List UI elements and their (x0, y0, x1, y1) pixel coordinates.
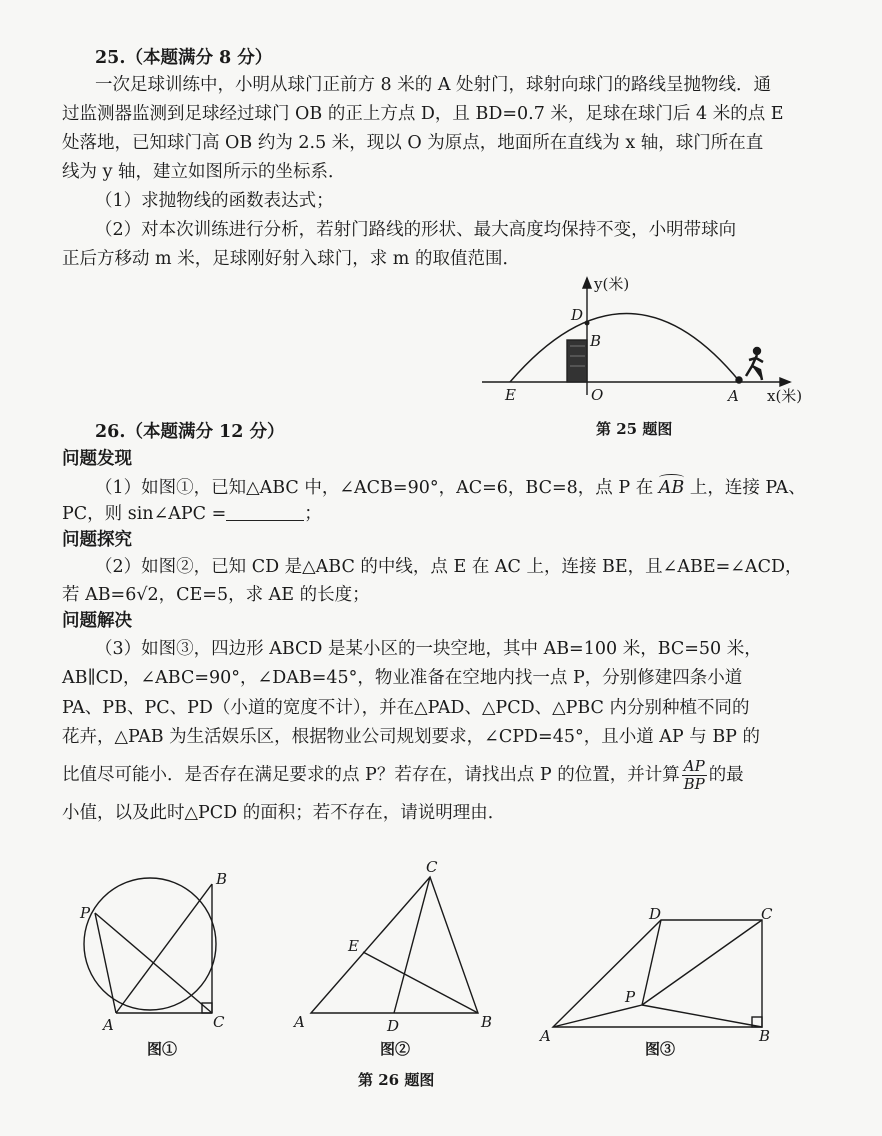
caption-fig1: 图① (147, 1040, 178, 1058)
q25-part2b: 正后方移动 m 米，足球刚好射入球门，求 m 的取值范围． (62, 249, 520, 269)
fig2-label-e: E (348, 937, 359, 955)
q26-header: 26.（本题满分 12 分） (95, 422, 285, 442)
figure-2 (311, 877, 478, 1013)
q26-part1-end: ； (304, 504, 322, 524)
y-axis-arrow (583, 278, 591, 288)
fraction-denominator: BP (683, 775, 705, 793)
q26-part1-question: PC，则 sin∠APC = (62, 504, 227, 524)
q26-part1-text: （1）如图①，已知△ABC 中，∠ACB=90°，AC=6，BC=8，点 P 在 (95, 478, 659, 498)
fraction-numerator: AP (683, 757, 705, 775)
fig2-label-c: C (426, 858, 438, 876)
fig1-label-p: P (80, 904, 91, 922)
point-d-dot (585, 321, 589, 325)
q26-part2-line1: （2）如图②，已知 CD 是△ABC 的中线，点 E 在 AC 上，连接 BE，且∠ABE=∠ACD， (95, 557, 803, 577)
segment-pa (553, 1005, 642, 1027)
fig2-label-a: A (294, 1013, 305, 1031)
label-d: D (571, 306, 584, 324)
fig1-label-b: B (216, 870, 228, 888)
q25-line1: 一次足球训练中，小明从球门正前方 8 米的 A 处射门，球射向球门的路线呈抛物线．通 (95, 75, 772, 95)
q26-part3-line1: （3）如图③，四边形 ABCD 是某小区的一块空地，其中 AB=100 米，BC=50 米， (95, 639, 762, 659)
segment-ab (116, 884, 212, 1013)
segment-pd (642, 920, 661, 1005)
q26-part3-line3: PA、PB、PC、PD（小道的宽度不计），并在△PAD、△PCD、△PBC 内分别种植不同的 (62, 698, 750, 718)
fig1-label-a: A (103, 1016, 114, 1034)
player-figure (746, 348, 763, 381)
segment-pb (642, 1005, 762, 1027)
football (736, 377, 742, 383)
figure-25 (482, 278, 790, 395)
triangle-abc (311, 877, 478, 1013)
caption-fig2: 图② (380, 1040, 411, 1058)
q26-part2-line2: 若 AB=6√2，CE=5，求 AE 的长度； (62, 585, 370, 605)
q26-section2-title: 问题探究 (62, 530, 132, 550)
circumcircle (84, 878, 216, 1010)
fig3-label-d: D (649, 905, 662, 923)
q26-part3-line2: AB∥CD，∠ABC=90°，∠DAB=45°，物业准备在空地内找一点 P，分别修建四条小道 (62, 668, 743, 688)
label-y-axis: y(米) (594, 275, 630, 293)
parabola-curve (510, 314, 740, 383)
q25-part2a: （2）对本次训练进行分析，若射门路线的形状、最大高度均保持不变，小明带球向 (95, 220, 737, 240)
label-o: O (591, 386, 604, 404)
q25-line4: 线为 y 轴，建立如图所示的坐标系． (62, 162, 346, 182)
q25-header: 25.（本题满分 8 分） (95, 48, 273, 68)
arc-ab: AB (658, 478, 685, 498)
q26-section3-title: 问题解决 (62, 611, 132, 631)
q26-part3-text: 比值尽可能小．是否存在满足要求的点 P？若存在，请找出点 P 的位置，并计算 (62, 765, 680, 785)
q25-line2: 过监测器监测到足球经过球门 OB 的正上方点 D，且 BD=0.7 米，足球在球门后 4 米的点 E (62, 104, 784, 124)
segment-be (363, 952, 478, 1013)
q26-part3-text-end: 的最 (708, 765, 744, 785)
fig2-label-d: D (387, 1017, 400, 1035)
fig3-label-b: B (759, 1027, 771, 1045)
q26-part1-text2: 上，连接 PA、 (684, 478, 806, 498)
label-b: B (590, 332, 602, 350)
q25-part1: （1）求抛物线的函数表达式； (95, 191, 334, 211)
label-x-axis: x(米) (767, 387, 803, 405)
figure-1 (84, 878, 216, 1013)
fig3-label-p: P (625, 988, 636, 1006)
q26-part3-line4: 花卉，△PAB 为生活娱乐区，根据物业公司规划要求，∠CPD=45°，且小道 AP 与 BP 的 (62, 727, 761, 747)
caption-fig25: 第 25 题图 (596, 420, 673, 438)
q26-part3-line6: 小值，以及此时△PCD 的面积；若不存在，请说明理由． (62, 803, 506, 823)
figure-3 (553, 920, 762, 1027)
q25-line3: 处落地，已知球门高 OB 约为 2.5 米，现以 O 为原点，地面所在直线为 x 轴，球门所在直 (62, 133, 764, 153)
q26-section1-title: 问题发现 (62, 449, 132, 469)
caption-fig26: 第 26 题图 (358, 1071, 435, 1089)
segment-pc (642, 920, 762, 1005)
fig2-label-b: B (481, 1013, 493, 1031)
fig3-label-a: A (540, 1027, 551, 1045)
label-a: A (728, 387, 739, 405)
caption-fig3: 图③ (645, 1040, 676, 1058)
fig3-label-c: C (761, 905, 773, 923)
fig1-label-c: C (213, 1013, 225, 1031)
x-axis-arrow (780, 378, 790, 386)
label-e: E (505, 386, 516, 404)
